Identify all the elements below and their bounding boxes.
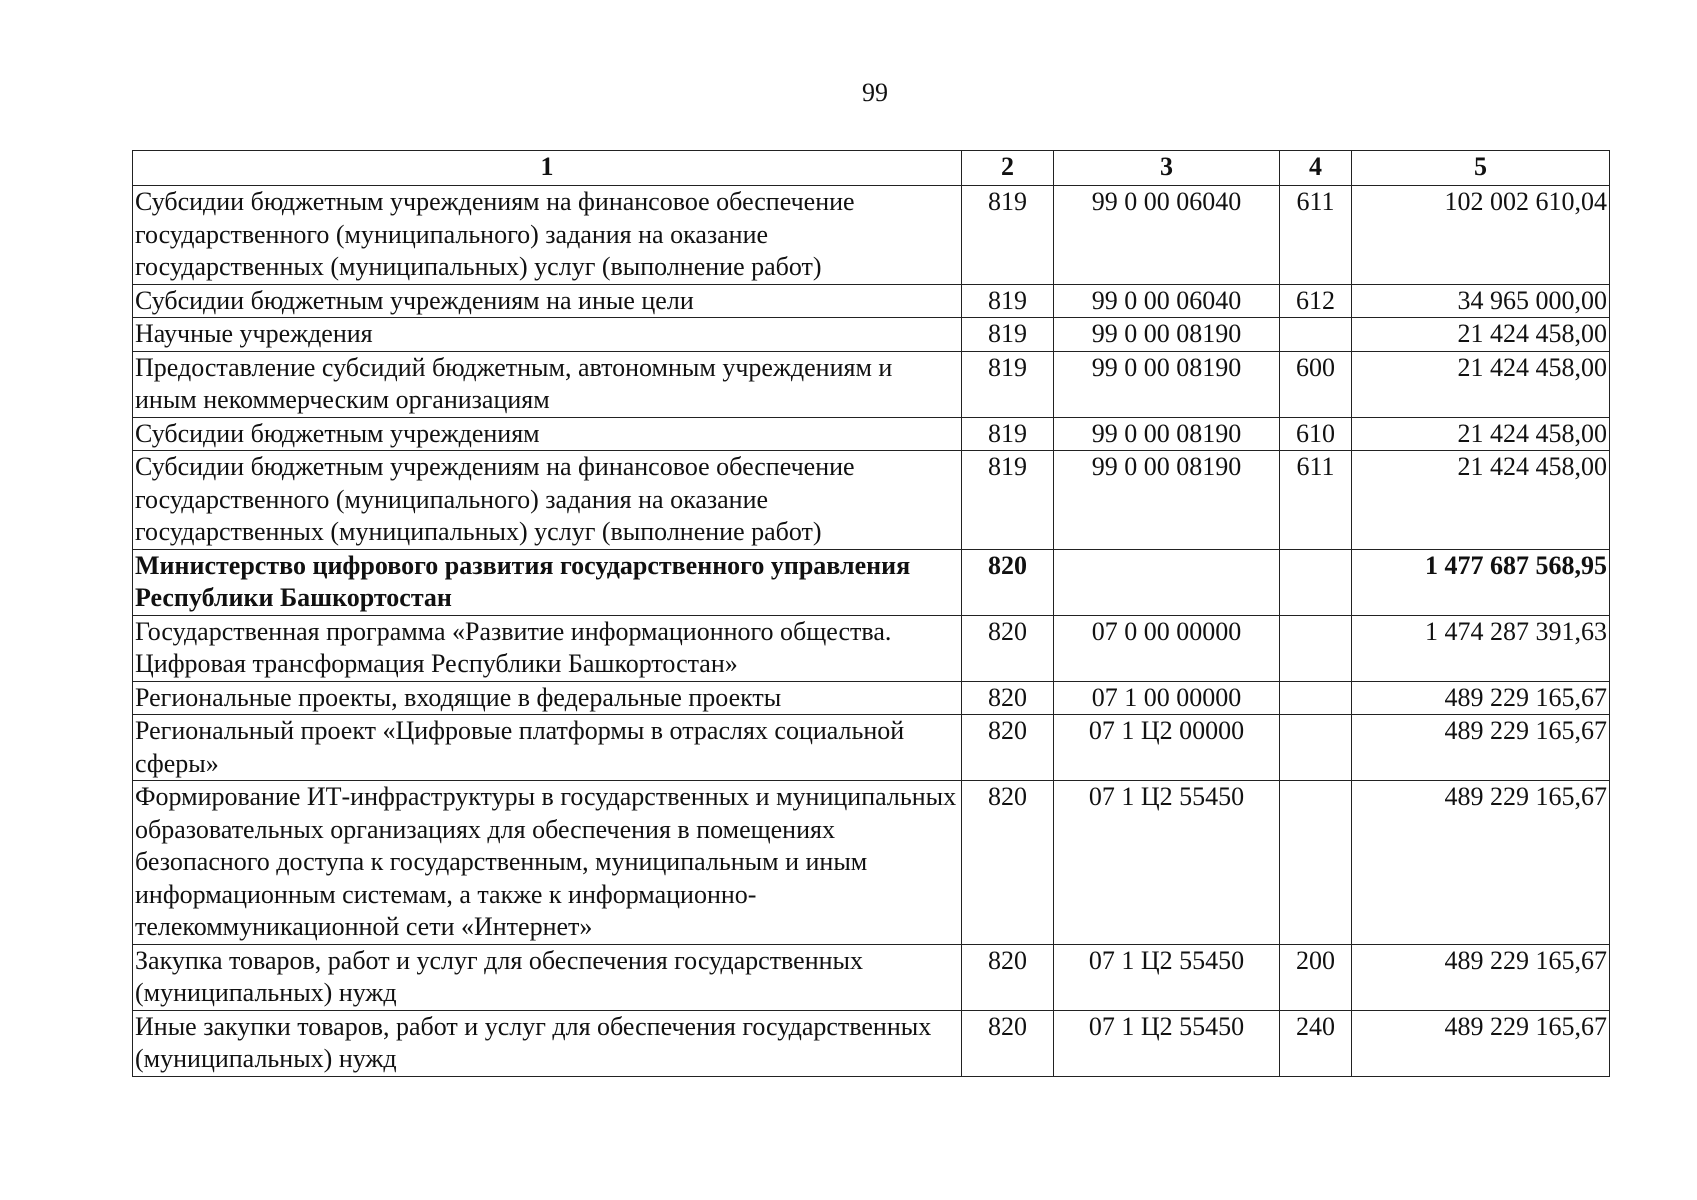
table-row: [133, 715, 1610, 781]
expense-type-cell: 612: [1280, 284, 1352, 318]
expense-type-cell: 610: [1280, 417, 1352, 451]
target-article-cell: [1054, 549, 1280, 615]
table-row: [133, 284, 1610, 318]
header-cell-3: 3: [1054, 151, 1280, 186]
expense-type-cell: [1280, 715, 1352, 781]
grbs-code-cell: 820: [962, 681, 1054, 715]
amount-cell: 489 229 165,67: [1352, 944, 1610, 1010]
item-name-cell: Субсидии бюджетным учреждениям на иные цели: [133, 284, 962, 318]
target-article-cell: 99 0 00 08190: [1054, 318, 1280, 352]
grbs-code-cell: 819: [962, 186, 1054, 285]
item-name-cell: Региональный проект «Цифровые платформы в отраслях социальной сферы»: [133, 715, 962, 781]
amount-cell: 489 229 165,67: [1352, 715, 1610, 781]
target-article-cell: 07 1 00 00000: [1054, 681, 1280, 715]
item-name-cell: Иные закупки товаров, работ и услуг для обеспечения государственных (муниципальных) нужд: [133, 1010, 962, 1076]
table-row: [133, 615, 1610, 681]
expense-type-cell: [1280, 615, 1352, 681]
amount-cell: 21 424 458,00: [1352, 451, 1610, 550]
header-cell-1: 1: [133, 151, 962, 186]
item-name-cell: Научные учреждения: [133, 318, 962, 352]
item-name-cell: Субсидии бюджетным учреждениям на финансовое обеспечение государственного (муниципального) задания на оказание государственных (муниципальных) услуг (выполнение работ): [133, 186, 962, 285]
target-article-cell: 99 0 00 06040: [1054, 284, 1280, 318]
page-number: 99: [862, 78, 888, 107]
table-row: [133, 351, 1610, 417]
header-cell-2: 2: [962, 151, 1054, 186]
amount-cell: 34 965 000,00: [1352, 284, 1610, 318]
grbs-code-cell: 820: [962, 715, 1054, 781]
amount-cell: 489 229 165,67: [1352, 781, 1610, 945]
amount-cell: 21 424 458,00: [1352, 417, 1610, 451]
target-article-cell: 99 0 00 06040: [1054, 186, 1280, 285]
expense-type-cell: 600: [1280, 351, 1352, 417]
grbs-code-cell: 819: [962, 351, 1054, 417]
target-article-cell: 07 1 Ц2 55450: [1054, 781, 1280, 945]
table-row: [133, 549, 1610, 615]
table-row: [133, 681, 1610, 715]
expense-type-cell: 240: [1280, 1010, 1352, 1076]
target-article-cell: 07 1 Ц2 55450: [1054, 1010, 1280, 1076]
target-article-cell: 99 0 00 08190: [1054, 451, 1280, 550]
amount-cell: 21 424 458,00: [1352, 351, 1610, 417]
table-body: [133, 186, 1610, 1077]
table-row: [133, 451, 1610, 550]
expense-type-cell: [1280, 781, 1352, 945]
target-article-cell: 07 0 00 00000: [1054, 615, 1280, 681]
grbs-code-cell: 819: [962, 451, 1054, 550]
expense-type-cell: 200: [1280, 944, 1352, 1010]
item-name-cell: Субсидии бюджетным учреждениям на финансовое обеспечение государственного (муниципального) задания на оказание государственных (муниципальных) услуг (выполнение работ): [133, 451, 962, 550]
target-article-cell: 07 1 Ц2 55450: [1054, 944, 1280, 1010]
table-row: [133, 186, 1610, 285]
grbs-code-cell: 820: [962, 944, 1054, 1010]
grbs-code-cell: 819: [962, 318, 1054, 352]
header-row: [133, 151, 1610, 186]
amount-cell: 21 424 458,00: [1352, 318, 1610, 352]
target-article-cell: 07 1 Ц2 00000: [1054, 715, 1280, 781]
table-row: [133, 417, 1610, 451]
grbs-code-cell: 820: [962, 549, 1054, 615]
item-name-cell: Закупка товаров, работ и услуг для обеспечения государственных (муниципальных) нужд: [133, 944, 962, 1010]
table-row: [133, 318, 1610, 352]
grbs-code-cell: 820: [962, 615, 1054, 681]
item-name-cell: Формирование ИТ-инфраструктуры в государственных и муниципальных образовательных организациях для обеспечения в помещениях безопасного доступа к государственным, муниципальным и иным информационным системам, а также к информационно-телекоммуникационной сети «Интернет»: [133, 781, 962, 945]
item-name-cell: Субсидии бюджетным учреждениям: [133, 417, 962, 451]
table-row: [133, 781, 1610, 945]
grbs-code-cell: 820: [962, 781, 1054, 945]
table-row: [133, 944, 1610, 1010]
amount-cell: 489 229 165,67: [1352, 1010, 1610, 1076]
target-article-cell: 99 0 00 08190: [1054, 417, 1280, 451]
budget-table: [132, 150, 1610, 1077]
grbs-code-cell: 820: [962, 1010, 1054, 1076]
table-row: [133, 1010, 1610, 1076]
item-name-cell: Министерство цифрового развития государственного управления Республики Башкортостан: [133, 549, 962, 615]
item-name-cell: Государственная программа «Развитие информационного общества. Цифровая трансформация Республики Башкортостан»: [133, 615, 962, 681]
header-cell-4: 4: [1280, 151, 1352, 186]
amount-cell: 102 002 610,04: [1352, 186, 1610, 285]
target-article-cell: 99 0 00 08190: [1054, 351, 1280, 417]
amount-cell: 489 229 165,67: [1352, 681, 1610, 715]
grbs-code-cell: 819: [962, 284, 1054, 318]
expense-type-cell: [1280, 681, 1352, 715]
expense-type-cell: 611: [1280, 451, 1352, 550]
amount-cell: 1 474 287 391,63: [1352, 615, 1610, 681]
item-name-cell: Региональные проекты, входящие в федеральные проекты: [133, 681, 962, 715]
header-cell-5: 5: [1352, 151, 1610, 186]
grbs-code-cell: 819: [962, 417, 1054, 451]
expense-type-cell: [1280, 318, 1352, 352]
amount-cell: 1 477 687 568,95: [1352, 549, 1610, 615]
expense-type-cell: [1280, 549, 1352, 615]
item-name-cell: Предоставление субсидий бюджетным, автономным учреждениям и иным некоммерческим организациям: [133, 351, 962, 417]
expense-type-cell: 611: [1280, 186, 1352, 285]
